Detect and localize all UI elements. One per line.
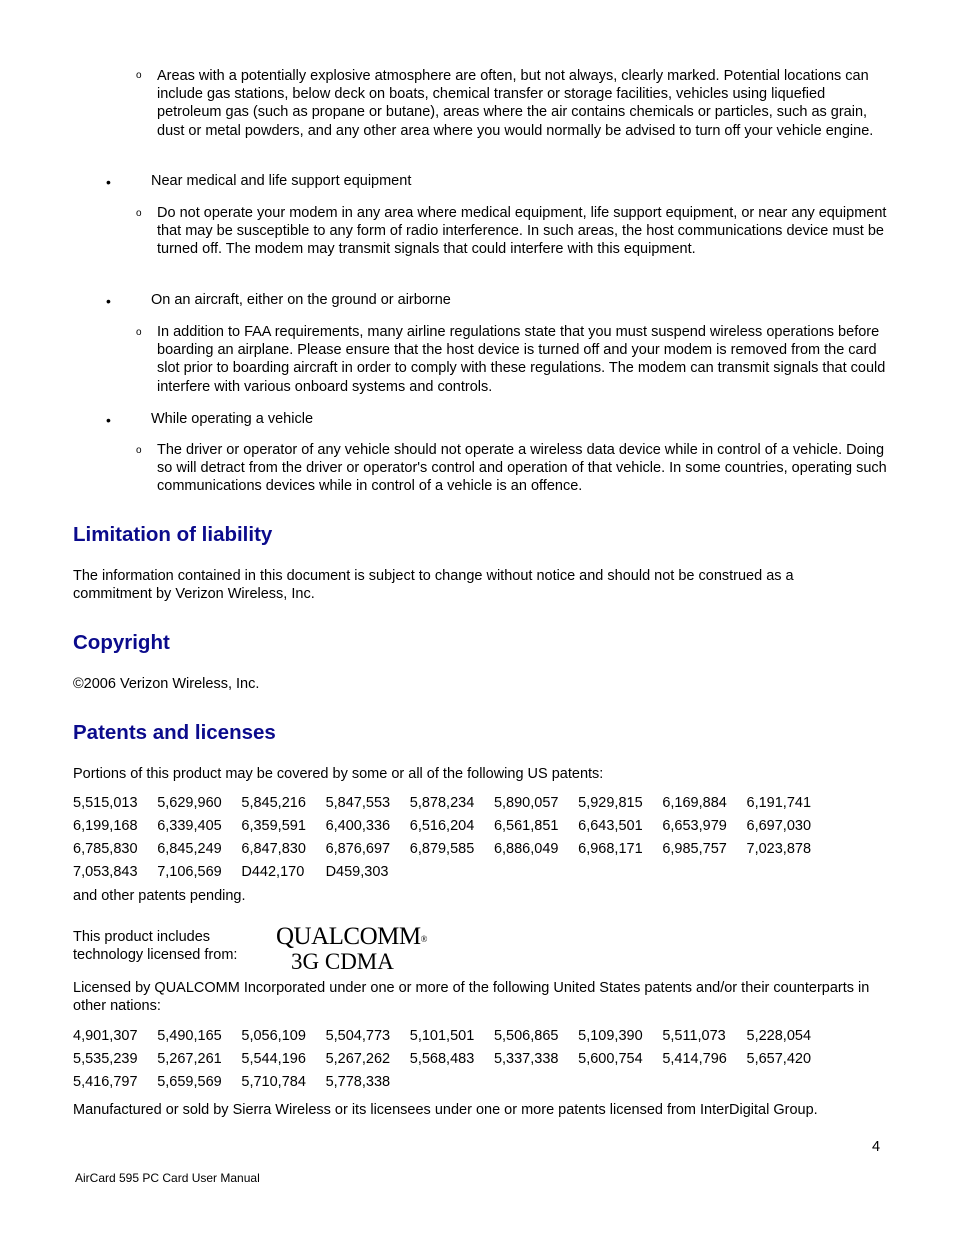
patent-number: 6,400,336	[325, 818, 391, 834]
patents-intro: Portions of this product may be covered by some or all of the following US patents:	[73, 766, 604, 782]
patent-number: 5,267,262	[325, 1051, 391, 1067]
copyright-text: ©2006 Verizon Wireless, Inc.	[73, 676, 260, 692]
patent-number: 6,516,204	[409, 818, 475, 834]
sub-bullet-circle: o	[136, 327, 142, 338]
vehicle-text: The driver or operator of any vehicle should not operate a wireless data device while in control of a vehicle. Doing so will detract from the driver or operator's control and operation of that vehicle. In some countries, operating such communications devices while in control of a vehicle is an offence.	[157, 442, 887, 495]
patent-number: 6,339,405	[157, 818, 222, 834]
bullet-dot: •	[106, 293, 111, 309]
patent-number: 5,515,013	[73, 795, 138, 811]
patent-number: 5,659,569	[157, 1074, 222, 1090]
patent-number: 6,359,591	[241, 818, 306, 834]
patent-number: 5,878,234	[409, 795, 475, 811]
liability-text: The information contained in this document is subject to change without notice and should not be construed as a commitment by Verizon Wireless, Inc.	[73, 568, 794, 603]
patent-row	[73, 838, 873, 861]
patent-number: 5,506,865	[493, 1028, 559, 1044]
patent-number: 6,191,741	[746, 795, 812, 811]
patent-number: 6,653,979	[662, 818, 727, 834]
patent-row	[73, 861, 873, 884]
sub-bullet-circle: o	[136, 70, 142, 81]
patent-number: 5,490,165	[157, 1028, 222, 1044]
patent-number: 6,697,030	[746, 818, 812, 834]
patent-row	[73, 1071, 873, 1094]
logo-qualcomm-word: QUALCOMM	[276, 923, 421, 950]
qualcomm-license-text: Licensed by QUALCOMM Incorporated under one or more of the following United States patents and/or their counterparts in other nations:	[73, 980, 870, 1015]
us-patent-table	[73, 792, 873, 884]
patent-number: D459,303	[325, 864, 389, 880]
patent-number: 6,876,697	[325, 841, 391, 857]
patent-number: 6,199,168	[73, 818, 138, 834]
patent-number: 6,847,830	[241, 841, 306, 857]
patent-number: 5,890,057	[493, 795, 559, 811]
page-number: 4	[872, 1139, 881, 1155]
patent-number: 5,535,239	[73, 1051, 138, 1067]
patent-row	[73, 1048, 873, 1071]
patent-number: 6,845,249	[157, 841, 222, 857]
patent-row	[73, 1025, 873, 1048]
patent-row	[73, 815, 873, 838]
interdigital-text: Manufactured or sold by Sierra Wireless or its licensees under one or more patents licensed from InterDigital Group.	[73, 1102, 818, 1118]
patents-pending: and other patents pending.	[73, 888, 246, 904]
patent-number: 7,023,878	[746, 841, 812, 857]
qualcomm-3g-cdma-logo	[276, 924, 427, 974]
patent-number: 5,629,960	[157, 795, 222, 811]
patent-number: 5,845,216	[241, 795, 306, 811]
patent-number: 5,544,196	[241, 1051, 306, 1067]
patent-number: 5,056,109	[241, 1028, 306, 1044]
patent-number: 5,504,773	[325, 1028, 391, 1044]
patent-number: 4,901,307	[73, 1028, 138, 1044]
sub-bullet-circle: o	[136, 445, 142, 456]
patent-number: 6,879,585	[409, 841, 475, 857]
medical-text: Do not operate your modem in any area where medical equipment, life support equipment, or near any equipment that may be susceptible to any form of radio interference. In such areas, the host communications device must be turned off. The modem may transmit signals that could interfere with this equipment.	[157, 205, 887, 258]
medical-heading: Near medical and life support equipment	[151, 173, 412, 189]
logo-3g-cdma: 3G CDMA	[291, 949, 394, 974]
patent-row	[73, 792, 873, 815]
patent-number: 5,414,796	[662, 1051, 727, 1067]
patent-number: 5,710,784	[241, 1074, 306, 1090]
qualcomm-includes-text: This product includes technology licensed from:	[73, 929, 238, 964]
patent-number: 5,929,815	[578, 795, 643, 811]
bullet-dot: •	[106, 412, 111, 428]
patent-number: 6,561,851	[493, 818, 559, 834]
patent-number: 5,847,553	[325, 795, 391, 811]
patent-number: 6,886,049	[493, 841, 559, 857]
registered-mark: ®	[420, 934, 427, 944]
aircraft-heading: On an aircraft, either on the ground or airborne	[151, 292, 451, 308]
vehicle-heading: While operating a vehicle	[151, 411, 314, 427]
patent-number: 5,416,797	[73, 1074, 138, 1090]
aircraft-text: In addition to FAA requirements, many airline regulations state that you must suspend wireless operations before boarding an airplane. Please ensure that the host device is turned off and your modem is removed from the card slot prior to boarding aircraft in order to comply with these regulations. The modem can transmit signals that could interfere with various onboard systems and controls.	[157, 324, 886, 395]
liability-heading: Limitation of liability	[73, 523, 273, 546]
patents-heading: Patents and licenses	[73, 721, 276, 744]
footer-title: AirCard 595 PC Card User Manual	[75, 1171, 260, 1185]
patent-number: 6,968,171	[578, 841, 643, 857]
patent-number: 5,657,420	[746, 1051, 812, 1067]
patent-number: 5,228,054	[746, 1028, 812, 1044]
patent-number: 5,568,483	[409, 1051, 475, 1067]
patent-number: 7,106,569	[157, 864, 222, 880]
patent-number: 6,785,830	[73, 841, 138, 857]
patent-number: 5,511,073	[662, 1028, 726, 1044]
patent-number: 5,101,501	[409, 1028, 475, 1044]
explosive-atmosphere-text: Areas with a potentially explosive atmosphere are often, but not always, clearly marked. Potential locations can include gas stations, below deck on boats, chemical transfer or storage facilities, vehicles using liquefied petroleum gas (such as propane or butane), areas where the air contains chemicals or particles, such as grain, dust or metal powders, and any other area where you would normally be advised to turn off your vehicle engine.	[157, 68, 874, 139]
patent-number: 7,053,843	[73, 864, 138, 880]
copyright-heading: Copyright	[73, 631, 170, 654]
patent-number: 5,337,338	[493, 1051, 559, 1067]
patent-number: 6,169,884	[662, 795, 727, 811]
patent-number: 5,109,390	[578, 1028, 643, 1044]
patent-number: 5,778,338	[325, 1074, 391, 1090]
sub-bullet-circle: o	[136, 208, 142, 219]
qualcomm-patent-table	[73, 1025, 873, 1094]
patent-number: 5,600,754	[578, 1051, 643, 1067]
patent-number: D442,170	[241, 864, 305, 880]
bullet-dot: •	[106, 174, 111, 190]
patent-number: 5,267,261	[157, 1051, 222, 1067]
patent-number: 6,985,757	[662, 841, 727, 857]
patent-number: 6,643,501	[578, 818, 643, 834]
